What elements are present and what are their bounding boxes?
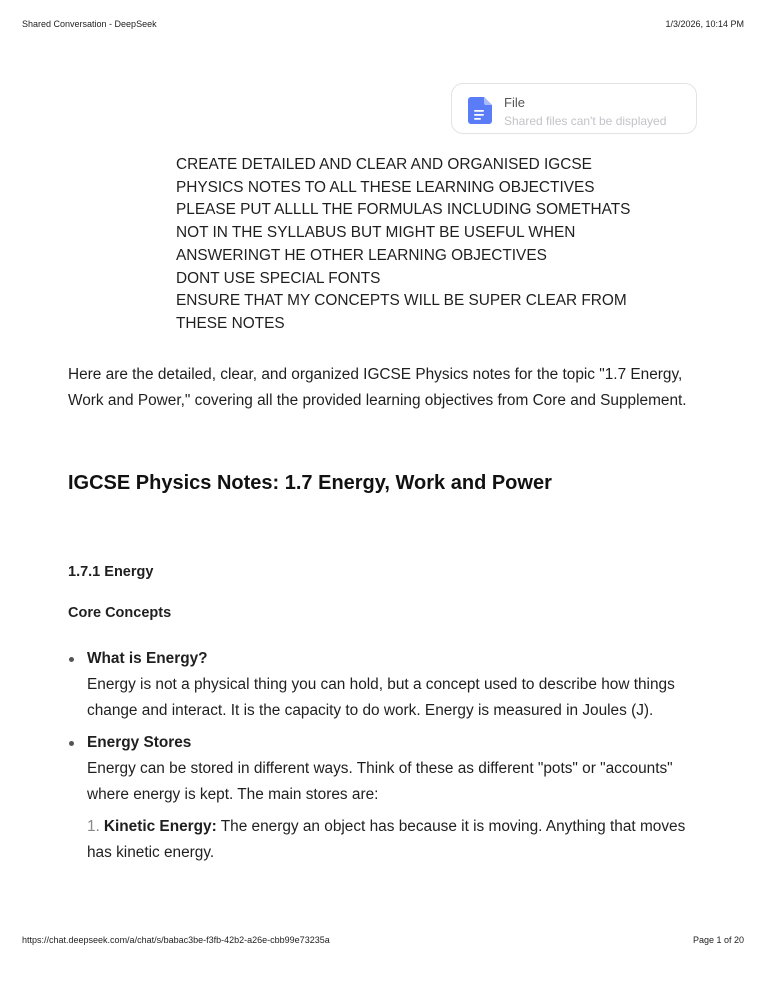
sub-item-number: 1. [87,818,100,835]
section-heading: 1.7.1 Energy [68,564,154,580]
user-message-line: PLEASE PUT ALLLL THE FORMULAS INCLUDING SOMETHATS [176,201,631,219]
user-message-line: ANSWERINGT HE OTHER LEARNING OBJECTIVES [176,246,547,264]
list-item-body: Energy can be stored in different ways. Think of these as different "pots" or "accounts" where energy is kept. The main stores are: [87,760,673,803]
list-item [68,730,708,866]
list-item-title: Energy Stores [87,734,192,751]
answer-intro: Here are the detailed, clear, and organized IGCSE Physics notes for the topic "1.7 Energy, Work and Power," covering all the provided learning objectives from Core and Supplement. [68,366,687,409]
user-message-line: DONT USE SPECIAL FONTS [176,269,381,287]
concept-list [68,646,708,872]
print-header [22,19,744,29]
print-footer-url: https://chat.deepseek.com/a/chat/s/babac3be-f3fb-42b2-a26e-cbb99e73235a [22,935,330,945]
print-footer [22,935,744,945]
print-footer-page: Page 1 of 20 [692,935,744,945]
notes-heading: IGCSE Physics Notes: 1.7 Energy, Work and Power [68,472,552,494]
sub-item-term: Kinetic Energy: [103,818,217,835]
numbered-sub-item [87,814,708,866]
user-message-line: ENSURE THAT MY CONCEPTS WILL BE SUPER CLEAR FROM [176,292,627,310]
sub-item-text: The energy an object has because it is moving. Anything that moves has kinetic energy. [87,818,686,861]
list-item [68,646,708,724]
document-icon [468,97,492,124]
user-message [176,154,696,336]
print-header-datetime: 1/3/2026, 10:14 PM [665,19,744,29]
bullet-dot-icon [69,741,74,746]
user-message-line: THESE NOTES [176,314,285,332]
user-message-line: PHYSICS NOTES TO ALL THESE LEARNING OBJECTIVES [176,178,595,196]
file-note: Shared files can't be displayed [504,114,667,128]
file-name: File [504,95,525,110]
file-attachment-card[interactable] [451,83,697,134]
list-item-title: What is Energy? [87,650,208,667]
user-message-line: NOT IN THE SYLLABUS BUT MIGHT BE USEFUL WHEN [176,224,576,242]
subsection-heading: Core Concepts [68,605,172,621]
print-header-title: Shared Conversation - DeepSeek [22,19,157,29]
user-message-line: CREATE DETAILED AND CLEAR AND ORGANISED IGCSE [176,156,592,173]
bullet-dot-icon [69,657,74,662]
list-item-body: Energy is not a physical thing you can hold, but a concept used to describe how things change and interact. It is the capacity to do work. Energy is measured in Joules (J). [87,676,675,719]
